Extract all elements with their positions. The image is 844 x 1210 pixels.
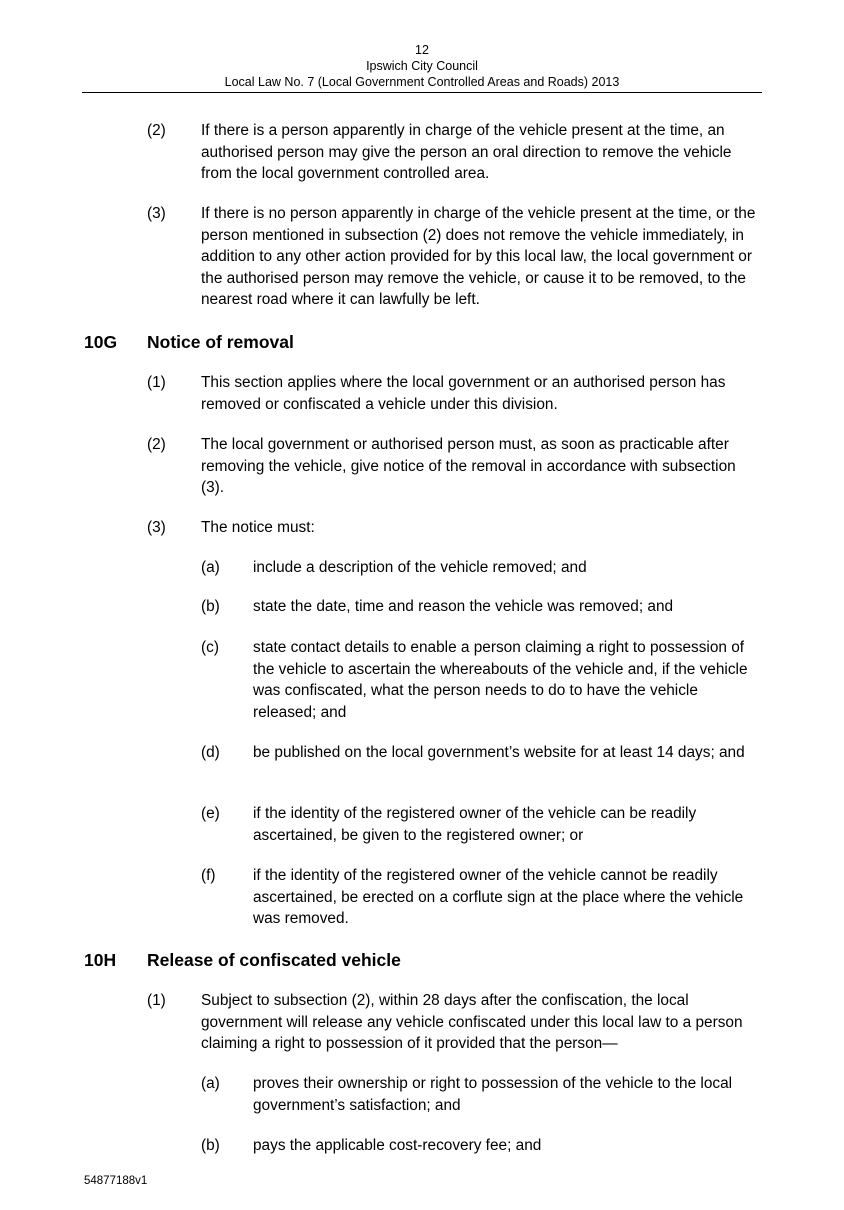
paragraph-text: include a description of the vehicle removed; and — [253, 559, 587, 576]
paragraph-letter: (a) — [201, 559, 220, 576]
document-id: 54877188v1 — [84, 1175, 148, 1187]
law-title: Local Law No. 7 (Local Government Controlled Areas and Roads) 2013 — [224, 75, 620, 89]
paragraph-letter: (c) — [201, 639, 219, 656]
paragraph-text: be published on the local government’s website for at least 14 days; and — [253, 744, 745, 761]
council-name: Ipswich City Council — [366, 59, 478, 73]
paragraph-text: state the date, time and reason the vehicle was removed; and — [253, 598, 674, 615]
paragraph-text: if the identity of the registered owner of the vehicle cannot be readily ascertained, be erected on a corflute sign at the place where the vehicle was removed. — [253, 867, 744, 927]
section-title: Notice of removal — [147, 332, 294, 352]
subsection-number: (1) — [147, 992, 166, 1009]
page-number: 12 — [415, 43, 429, 57]
subsection-text: The notice must: — [201, 519, 315, 536]
page-header — [82, 42, 762, 93]
subsection-text: If there is no person apparently in charge of the vehicle present at the time, or the person mentioned in subsection (2) does not remove the vehicle immediately, in addition to any other action provided for by this local law, the local government or the authorised person may remove the vehicle, or cause it to be removed, to the nearest road where it can lawfully be left. — [201, 205, 756, 308]
subsection-text: This section applies where the local government or an authorised person has removed or confiscated a vehicle under this division. — [201, 374, 726, 413]
paragraph-text: if the identity of the registered owner of the vehicle can be readily ascertained, be given to the registered owner; or — [253, 805, 697, 844]
section-number: 10H — [84, 950, 117, 970]
paragraph-letter: (b) — [201, 1137, 220, 1154]
subsection-number: (2) — [147, 122, 166, 139]
subsection-text: Subject to subsection (2), within 28 days after the confiscation, the local government will release any vehicle confiscated under this local law to a person claiming a right to possession of it provided that the person— — [201, 992, 743, 1052]
paragraph-letter: (d) — [201, 744, 220, 761]
paragraph-letter: (f) — [201, 867, 216, 884]
subsection-number: (3) — [147, 205, 166, 222]
subsection-number: (1) — [147, 374, 166, 391]
subsection-text: The local government or authorised person must, as soon as practicable after removing the vehicle, give notice of the removal in accordance with subsection (3). — [201, 436, 736, 496]
paragraph-letter: (a) — [201, 1075, 220, 1092]
subsection-text: If there is a person apparently in charge of the vehicle present at the time, an authorised person may give the person an oral direction to remove the vehicle from the local government controlled area. — [201, 122, 732, 182]
paragraph-text: state contact details to enable a person claiming a right to possession of the vehicle to ascertain the whereabouts of the vehicle and, if the vehicle was confiscated, what the person needs to do to have the vehicle released; and — [253, 639, 748, 721]
paragraph-text: pays the applicable cost-recovery fee; and — [253, 1137, 542, 1154]
section-title: Release of confiscated vehicle — [147, 950, 401, 970]
subsection-number: (2) — [147, 436, 166, 453]
paragraph-letter: (e) — [201, 805, 220, 822]
subsection-number: (3) — [147, 519, 166, 536]
paragraph-letter: (b) — [201, 598, 220, 615]
section-number: 10G — [84, 332, 118, 352]
paragraph-text: proves their ownership or right to possession of the vehicle to the local government’s satisfaction; and — [253, 1075, 733, 1114]
